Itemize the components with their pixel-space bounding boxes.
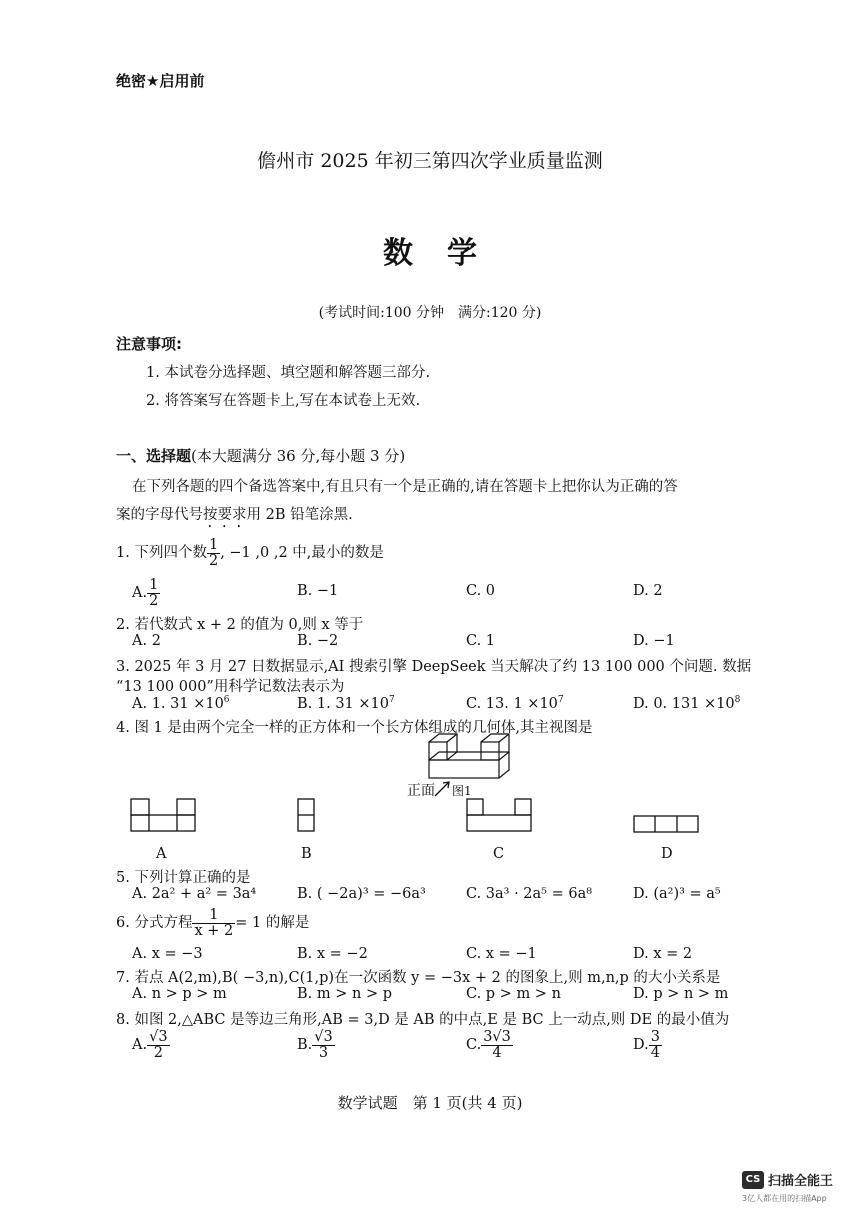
question-3-stem-line1: 3. 2025 年 3 月 27 日数据显示,AI 搜索引擎 DeepSeek 当天解决了约 13 100 000 个问题. 数据 <box>116 659 752 675</box>
watermark-subtitle: 3亿人都在用的扫描App <box>742 1194 827 1203</box>
confidential-label: 绝密★启用前 <box>116 72 205 90</box>
stem-text: 6. 分式方程 <box>116 915 193 931</box>
q2-option-c: C. 1 <box>466 633 496 649</box>
option-text: C. 13. 1 ×10 <box>466 695 558 712</box>
question-2-stem: 2. 若代数式 x + 2 的值为 0,则 x 等于 <box>116 617 364 633</box>
q8-option-c <box>466 1030 513 1060</box>
q2-option-a: A. 2 <box>132 633 161 649</box>
instr-part: 案的字母代号 <box>116 507 203 523</box>
option-a-label: A <box>156 846 167 862</box>
question-6-stem <box>116 908 309 938</box>
section-instruction-line1: 在下列各题的四个备选答案中,有且只有一个是正确的,请在答题卡上把你认为正确的答 <box>132 479 678 495</box>
option-label: C. <box>466 1037 482 1053</box>
denominator: x + 2 <box>194 922 234 939</box>
numerator: √3 <box>149 1029 168 1045</box>
exam-title: 儋州市 2025 年初三第四次学业质量监测 <box>257 150 603 172</box>
q1-option-d: D. 2 <box>633 583 663 599</box>
instr-part: 用 2B 铅笔涂黑. <box>246 507 353 523</box>
q3-option-c <box>466 695 564 712</box>
denominator: 2 <box>149 592 159 609</box>
option-c-label: C <box>493 846 505 862</box>
fraction <box>481 1030 513 1060</box>
denominator: 4 <box>650 1044 660 1061</box>
numerator: 1 <box>192 908 235 924</box>
numerator: √3 <box>314 1029 333 1045</box>
q8-option-d <box>633 1030 662 1060</box>
q5-option-b: B. ( −2a)³ = −6a³ <box>297 886 426 902</box>
question-8-stem: 8. 如图 2,△ABC 是等边三角形,AB = 3,D 是 AB 的中点,E 是 BC 上一动点,则 DE 的最小值为 <box>116 1012 730 1028</box>
section-title: 一、选择题 <box>116 447 192 465</box>
q6-option-c: C. x = −1 <box>466 946 537 962</box>
q5-option-a: A. 2a² + a² = 3a⁴ <box>132 886 257 902</box>
q5-option-c: C. 3a³ · 2a⁵ = 6a⁸ <box>466 886 593 902</box>
question-1-stem <box>116 538 384 568</box>
q8-option-a <box>132 1030 170 1060</box>
option-d-view <box>632 814 700 834</box>
option-text: A. 1. 31 ×10 <box>132 695 224 712</box>
option-label: B. <box>297 1037 313 1053</box>
stem-text: = 1 的解是 <box>235 915 310 931</box>
fraction <box>312 1030 334 1060</box>
fraction <box>147 1030 169 1060</box>
q8-option-b <box>297 1030 335 1060</box>
option-label: A. <box>132 1037 148 1053</box>
q7-option-c: C. p > m > n <box>466 986 561 1002</box>
watermark-name: 扫描全能王 <box>768 1174 834 1189</box>
figure-1-label: 图1 <box>452 784 472 798</box>
notice-item: 2. 将答案写在答题卡上,写在本试卷上无效. <box>146 393 421 409</box>
numerator: 1 <box>149 577 159 593</box>
option-b-view <box>296 797 318 833</box>
numerator: 3 <box>650 1029 660 1045</box>
denominator: 4 <box>492 1044 502 1061</box>
section-note: (本大题满分 36 分,每小题 3 分) <box>191 447 406 465</box>
denominator: 2 <box>208 552 219 569</box>
camscanner-logo: CS <box>742 1171 764 1189</box>
stem-text: , −1 ,0 ,2 中,最小的数是 <box>220 545 384 561</box>
page-footer: 数学试题 第 1 页(共 4 页) <box>337 1094 523 1112</box>
scanner-watermark <box>742 1169 833 1189</box>
q6-option-b: B. x = −2 <box>297 946 368 962</box>
front-view-label: 正面 <box>407 783 435 799</box>
exponent: 7 <box>388 695 395 705</box>
q3-option-a <box>132 695 230 712</box>
instr-emphasis: 按要求 <box>203 507 247 523</box>
option-b-label: B <box>301 846 312 862</box>
q2-option-b: B. −2 <box>297 633 339 649</box>
notice-item: 1. 本试卷分选择题、填空题和解答题三部分. <box>146 365 431 381</box>
option-label: A. <box>132 585 148 601</box>
q1-option-c: C. 0 <box>466 583 496 599</box>
option-text: D. 0. 131 ×10 <box>633 695 735 712</box>
option-text: B. 1. 31 ×10 <box>297 695 389 712</box>
question-4-stem: 4. 图 1 是由两个完全一样的正方体和一个长方体组成的几何体,其主视图是 <box>116 720 593 736</box>
q7-option-d: D. p > n > m <box>633 986 729 1002</box>
q3-option-d <box>633 695 740 712</box>
notice-heading: 注意事项: <box>116 335 182 353</box>
option-d-label: D <box>661 846 673 862</box>
fraction <box>207 538 220 568</box>
q3-option-b <box>297 695 395 712</box>
q2-option-d: D. −1 <box>633 633 675 649</box>
fraction <box>192 908 235 938</box>
denominator: 2 <box>153 1044 163 1061</box>
question-3-stem-line2: “13 100 000”用科学记数法表示为 <box>116 679 345 695</box>
fraction <box>649 1030 662 1060</box>
q7-option-a: A. n > p > m <box>132 986 227 1002</box>
q1-option-a <box>132 578 160 608</box>
option-c-view <box>465 797 533 833</box>
denominator: 3 <box>318 1044 329 1061</box>
numerator: 1 <box>208 537 219 553</box>
q6-option-a: A. x = −3 <box>132 946 203 962</box>
exponent: 8 <box>734 695 741 705</box>
exam-time-info: (考试时间:100 分钟 满分:120 分) <box>318 305 542 321</box>
q7-option-b: B. m > n > p <box>297 986 392 1002</box>
numerator: 3√3 <box>483 1029 511 1045</box>
option-label: D. <box>633 1037 649 1053</box>
subject-title: 数学 <box>383 236 511 271</box>
fraction <box>147 578 160 608</box>
question-7-stem: 7. 若点 A(2,m),B( −3,n),C(1,p)在一次函数 y = −3x + 2 的图象上,则 m,n,p 的大小关系是 <box>116 970 721 986</box>
q6-option-d: D. x = 2 <box>633 946 693 962</box>
stem-text: 1. 下列四个数 <box>116 545 207 561</box>
section-instruction-line2 <box>116 503 353 531</box>
exponent: 6 <box>223 695 230 705</box>
exponent: 7 <box>557 695 564 705</box>
q1-option-b: B. −1 <box>297 583 339 599</box>
option-a-view <box>130 797 196 833</box>
question-5-stem: 5. 下列计算正确的是 <box>116 870 251 886</box>
section-heading <box>116 445 405 466</box>
q5-option-d: D. (a²)³ = a⁵ <box>633 886 721 902</box>
